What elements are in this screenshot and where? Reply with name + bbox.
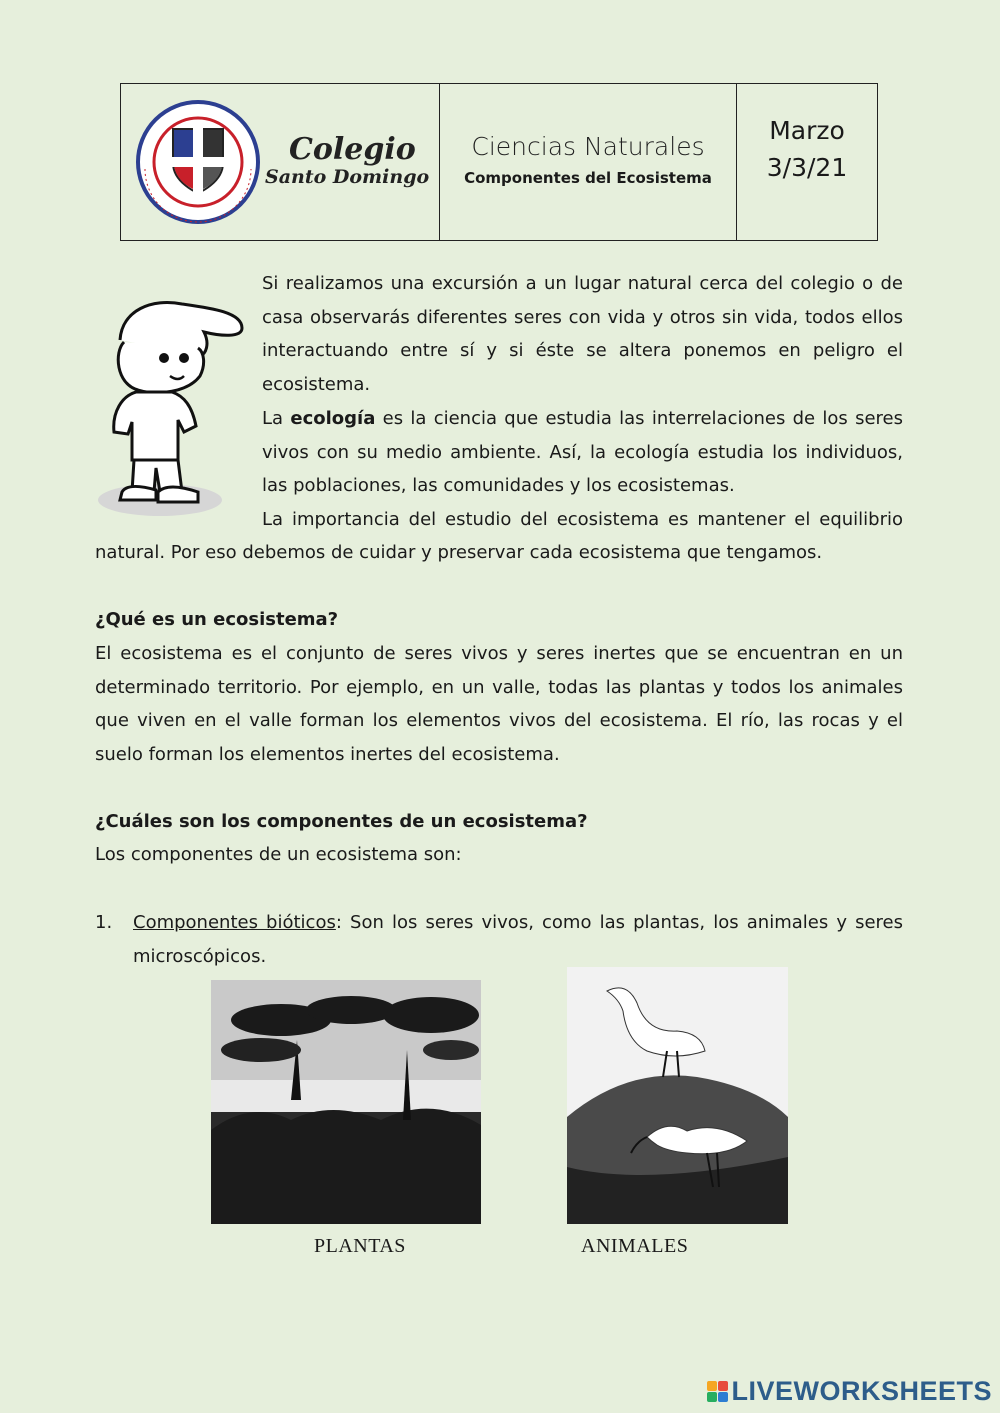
intro-p2-before: La: [262, 408, 291, 429]
bioticos-term: Componentes bióticos: [133, 912, 336, 933]
list-item-number: 1.: [95, 912, 113, 933]
subject-title: Ciencias Naturales: [471, 132, 705, 161]
logo-cell: [121, 84, 440, 240]
topic-title: Componentes del Ecosistema: [464, 169, 712, 187]
section1-body: El ecosistema es el conjunto de seres vivos y seres inertes que se encuentran en un determinado territorio. Por ejemplo, en un valle, todas las plantas y todos los animales que viven en el valle forman los elementos vivos del ecosistema. El río, las rocas y el suelo forman los elementos inertes del ecosistema.: [95, 643, 903, 765]
liveworksheets-logo-icon: [707, 1381, 728, 1402]
school-name-line1: Colegio: [289, 132, 416, 167]
animals-caption: ANIMALES: [581, 1235, 689, 1257]
section1-heading: ¿Qué es un ecosistema?: [95, 609, 339, 630]
bioticos-text: : Son los seres vivos, como las plantas, los animales y seres microscópicos.: [133, 912, 903, 967]
month-label: Marzo: [769, 116, 845, 145]
school-crest-icon: [135, 99, 261, 225]
liveworksheets-brand[interactable]: [707, 1376, 992, 1407]
ecologia-term: ecología: [290, 408, 376, 429]
brand-worksheets: WORKSHEETS: [793, 1376, 992, 1406]
intro-paragraph-3-line2: natural. Por eso debemos de cuidar y preservar cada ecosistema que tengamos.: [95, 542, 823, 563]
list-item-bioticos: [133, 906, 903, 973]
plants-photo: [211, 980, 481, 1224]
intro-p2-after: es la ciencia que estudia las interrelaciones de los seres vivos con su medio ambiente. Así, la ecología estudia los individuos, las poblaciones, las comunidades y los ecosistemas.: [262, 408, 904, 497]
date-label: 3/3/21: [766, 153, 848, 182]
intro-paragraph-3-line1: La importancia del estudio del ecosistema es mantener el equilibrio: [262, 509, 903, 530]
date-cell: [737, 84, 877, 240]
intro-paragraph-1: Si realizamos una excursión a un lugar natural cerca del colegio o de casa observarás diferentes seres con vida y otros sin vida, todos ellos interactuando entre sí y si éste se altera ponemos en peligro el ecosistema.: [262, 273, 903, 395]
boy-cartoon-illustration: [92, 292, 252, 524]
section2-heading: ¿Cuáles son los componentes de un ecosistema?: [95, 811, 588, 832]
brand-live: LIVE: [731, 1376, 794, 1406]
section2-intro: Los componentes de un ecosistema son:: [95, 844, 462, 865]
animals-photo: [567, 967, 788, 1224]
school-name: [265, 132, 430, 189]
intro-paragraph-2: [262, 402, 903, 503]
school-name-line2: Santo Domingo: [265, 166, 430, 188]
plants-caption: PLANTAS: [314, 1235, 406, 1257]
header-table: [120, 83, 878, 241]
subject-cell: [440, 84, 737, 240]
